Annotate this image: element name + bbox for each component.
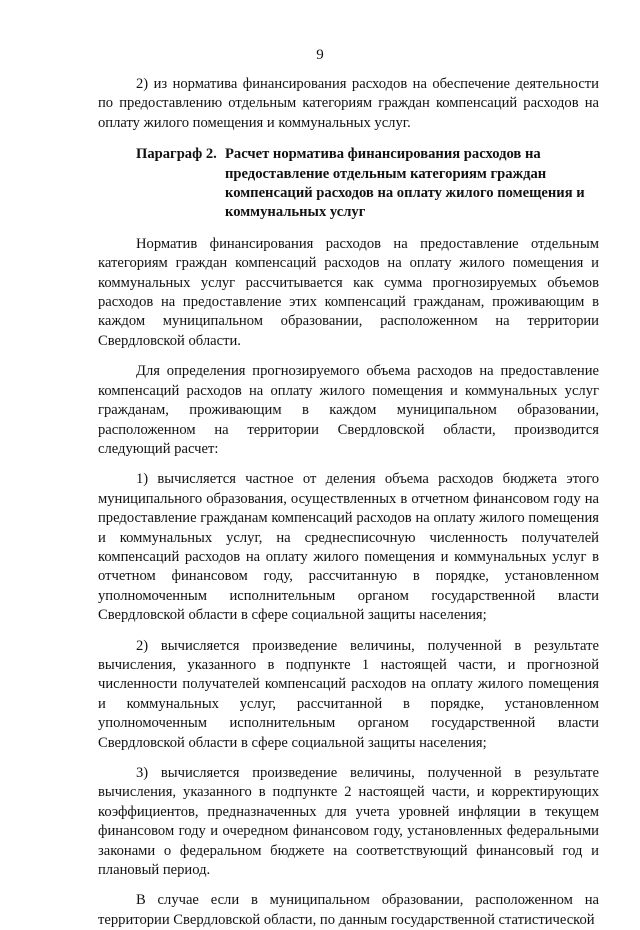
paragraph-case-condition: В случае если в муниципальном образовании, расположенном на территории Свердловской области, по данным государственной статистической bbox=[98, 892, 599, 928]
document-body bbox=[98, 75, 599, 930]
section-heading-title: Расчет норматива финансирования расходов на предоставление отдельным категориям граждан компенсаций расходов на оплату жилого помещения и коммунальных услуг bbox=[225, 146, 585, 221]
paragraph-step-2: 2) вычисляется произведение величины, полученной в результате вычисления, указанного в подпункте 1 настоящей части, и прогнозной численности получателей компенсаций расходов на оплату жилого помещения и коммунальных услуг, рассчитанной в порядке, установленном уполномоченным исполнительным органом государственной власти Свердловской области в сфере социальной защиты населения; bbox=[98, 637, 599, 751]
paragraph-calculation-intro: Для определения прогнозируемого объема расходов на предоставление компенсаций расходов на оплату жилого помещения и коммунальных услуг гражданам, проживающим в каждом муниципальном образовании, расположенном на территории Свердловской области, производится следующий расчет: bbox=[98, 363, 599, 457]
page-number: 9 bbox=[316, 47, 324, 63]
paragraph-item-2-funding-norm: 2) из норматива финансирования расходов на обеспечение деятельности по предоставлению отдельным категориям граждан компенсаций расходов на оплату жилого помещения и коммунальных услуг. bbox=[98, 76, 599, 131]
paragraph-norm-definition: Норматив финансирования расходов на предоставление отдельным категориям граждан компенсаций расходов на оплату жилого помещения и коммунальных услуг рассчитывается как сумма прогнозируемых объемов расходов на предоставление этих компенсаций гражданам, проживающим в каждом муниципальном образовании, расположенном на территории Свердловской области. bbox=[98, 235, 599, 349]
section-heading bbox=[98, 145, 599, 223]
section-heading-label: Параграф 2. bbox=[136, 146, 217, 163]
paragraph-step-3: 3) вычисляется произведение величины, полученной в результате вычисления, указанного в подпункте 2 настоящей части, и корректирующих коэффициентов, предназначенных для учета уровней инфляции в текущем финансовом году и очередном финансовом году, установленных федеральными законами о федеральном бюджете на соответствующий финансовый год и плановый период. bbox=[98, 765, 599, 879]
paragraph-step-1: 1) вычисляется частное от деления объема расходов бюджета этого муниципального образования, осуществленных в отчетном финансовом году на предоставление гражданам компенсаций расходов на оплату жилого помещения и коммунальных услуг, на среднесписочную численность получателей компенсаций расходов на оплату жилого помещения и коммунальных услуг в отчетном финансовом году, рассчитанную в порядке, установленном уполномоченным исполнительным органом государственной власти Свердловской области в сфере социальной защиты населения; bbox=[98, 471, 599, 624]
